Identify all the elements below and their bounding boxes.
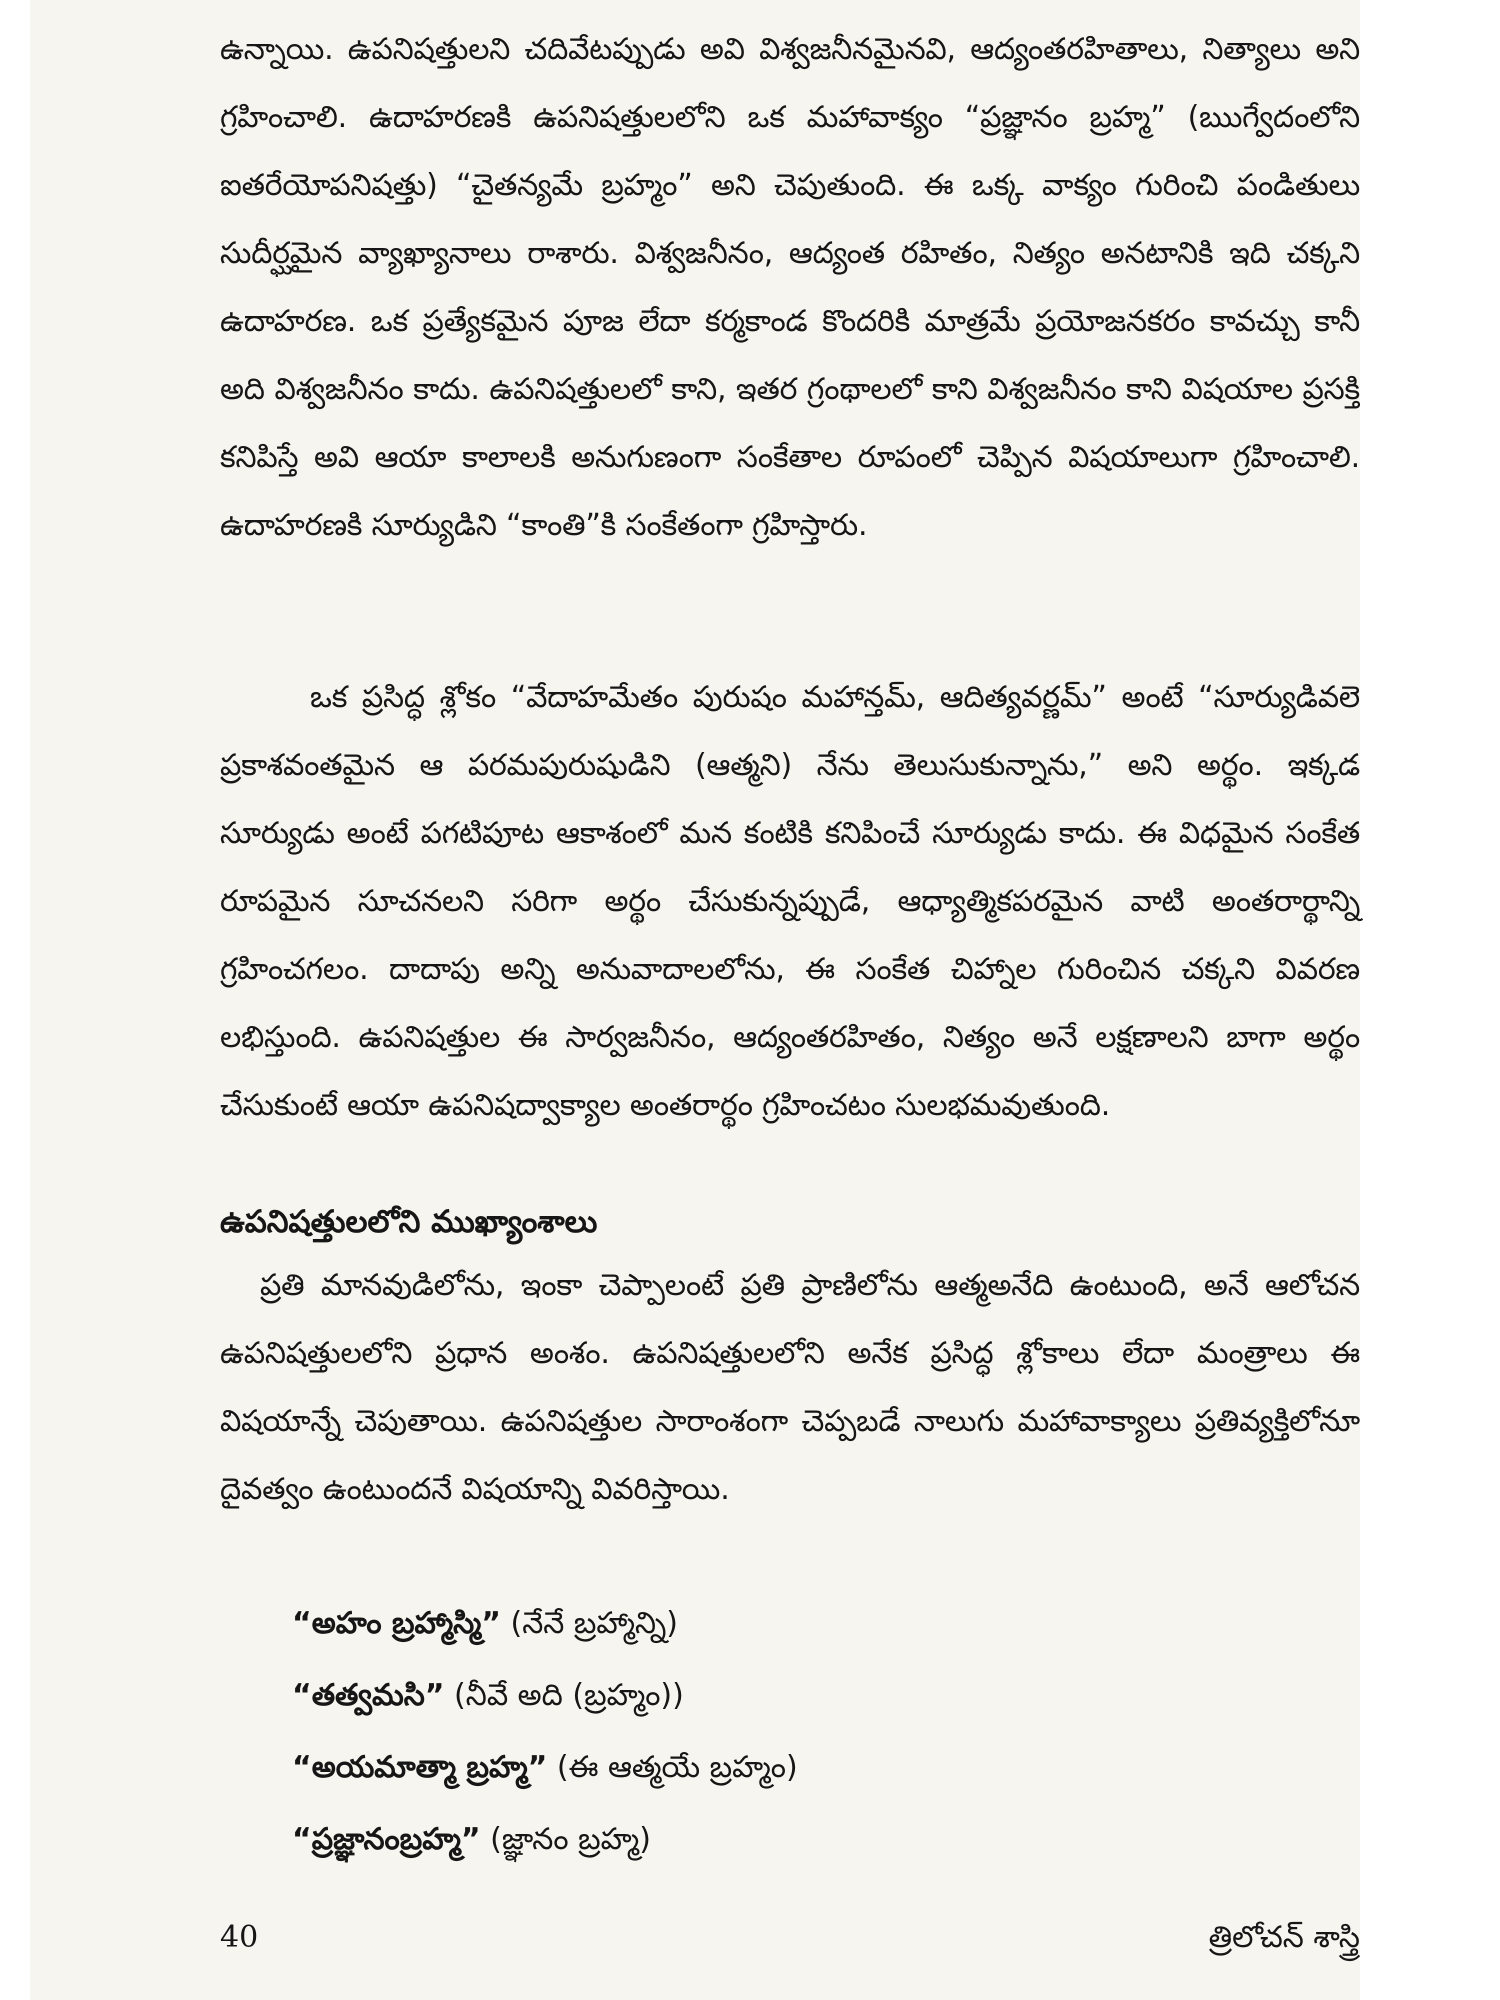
mahavakya-item [292, 1660, 798, 1732]
mahavakya-meaning: (జ్ఞానం బ్రహ్మ) [480, 1822, 651, 1857]
paragraph-1: ఉన్నాయి. ఉపనిషత్తులని చదివేటప్పుడు అవి విశ్వజనీనమైనవి, ఆద్యంతరహితాలు, నిత్యాలు అని గ్రహించాలి. ఉదాహరణకి ఉపనిషత్తులలోని ఒక మహావాక్యం “ప్రజ్ఞానం బ్రహ్మ” (ఋగ్వేదంలోని ఐతరేయోపనిషత్తు) “చైతన్యమే బ్రహ్మం” అని చెపుతుంది. ఈ ఒక్క వాక్యం గురించి పండితులు సుదీర్ఘమైన వ్యాఖ్యానాలు రాశారు. విశ్వజనీనం, ఆద్యంత రహితం, నిత్యం అనటానికి ఇది చక్కని ఉదాహరణ. ఒక ప్రత్యేకమైన పూజ లేదా కర్మకాండ కొందరికి మాత్రమే ప్రయోజనకరం కావచ్చు కానీ అది విశ్వజనీనం కాదు. ఉపనిషత్తులలో కాని, ఇతర గ్రంథాలలో కాని విశ్వజనీనం కాని విషయాల ప్రసక్తి కనిపిస్తే అవి ఆయా కాలాలకి అనుగుణంగా సంకేతాల రూపంలో చెప్పిన విషయాలుగా గ్రహించాలి. ఉదాహరణకి సూర్యుడిని “కాంతి”కి సంకేతంగా గ్రహిస్తారు. [220, 32, 1360, 543]
mahavakya-meaning: (నీవే అది (బ్రహ్మం)) [444, 1678, 684, 1713]
book-page [30, 0, 1360, 2000]
mahavakya-term: “అయమాత్మా బ్రహ్మ” [292, 1750, 548, 1785]
mahavakya-term: “ప్రజ్ఞానంబ్రహ్మ” [292, 1822, 481, 1857]
mahavakya-meaning: (నేనే బ్రహ్మాన్ని) [500, 1606, 678, 1641]
paragraph-2: ఒక ప్రసిద్ధ శ్లోకం “వేదాహమేతం పురుషం మహాన్తమ్, ఆదిత్యవర్ణమ్” అంటే “సూర్యుడివలె ప్రకాశవంతమైన ఆ పరమపురుషుడిని (ఆత్మని) నేను తెలుసుకున్నాను,” అని అర్థం. ఇక్కడ సూర్యుడు అంటే పగటిపూట ఆకాశంలో మన కంటికి కనిపించే సూర్యుడు కాదు. ఈ విధమైన సంకేత రూపమైన సూచనలని సరిగా అర్థం చేసుకున్నప్పుడే, ఆధ్యాత్మికపరమైన వాటి అంతరార్థాన్ని గ్రహించగలం. దాదాపు అన్ని అనువాదాలలోను, ఈ సంకేత చిహ్నాల గురించిన చక్కని వివరణ లభిస్తుంది. ఉపనిషత్తుల ఈ సార్వజనీనం, ఆద్యంతరహితం, నిత్యం అనే లక్షణాలని బాగా అర్థం చేసుకుంటే ఆయా ఉపనిషద్వాక్యాల అంతరార్థం గ్రహించటం సులభమవుతుంది. [220, 680, 1360, 1123]
mahavakya-item [292, 1804, 798, 1876]
paragraph-3: ప్రతి మానవుడిలోను, ఇంకా చెప్పాలంటే ప్రతి ప్రాణిలోను ఆత్మఅనేది ఉంటుంది, అనే ఆలోచన ఉపనిషత్తులలోని ప్రధాన అంశం. ఉపనిషత్తులలోని అనేక ప్రసిద్ధ శ్లోకాలు లేదా మంత్రాలు ఈ విషయాన్నే చెపుతాయి. ఉపనిషత్తుల సారాంశంగా చెప్పబడే నాలుగు మహావాక్యాలు ప్రతివ్యక్తిలోనూ దైవత్వం ఉంటుందనే విషయాన్ని వివరిస్తాయి. [220, 1268, 1360, 1507]
section-heading: ఉపనిషత్తులలోని ముఖ్యాంశాలు [220, 1204, 598, 1240]
page-number: 40 [220, 1920, 259, 1955]
mahavakya-term: “తత్వమసి” [292, 1678, 445, 1713]
mahavakya-item [292, 1588, 798, 1660]
mahavakya-term: “అహం బ్రహ్మాస్మి” [292, 1606, 501, 1641]
author-name: త్రిలోచన్ శాస్త్రి [1208, 1920, 1360, 1955]
mahavakya-meaning: (ఈ ఆత్మయే బ్రహ్మం) [547, 1750, 798, 1785]
mahavakya-list [292, 1588, 798, 1876]
mahavakya-item [292, 1732, 798, 1804]
